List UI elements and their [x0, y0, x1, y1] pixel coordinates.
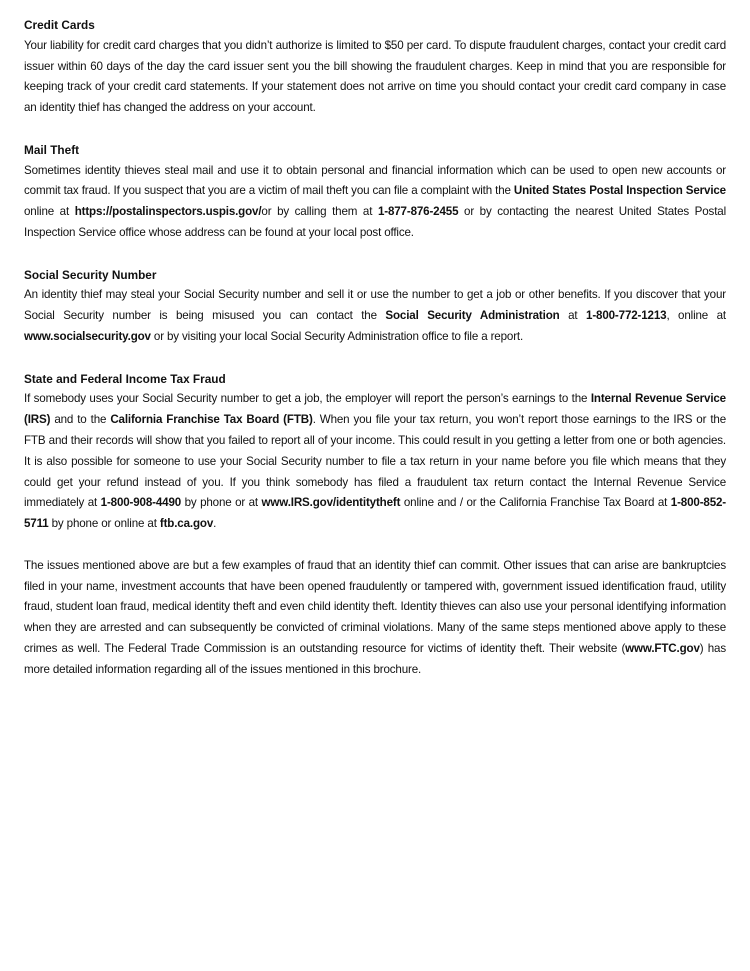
section-heading: Social Security Number [24, 267, 157, 282]
website-url: www.socialsecurity.gov [24, 329, 151, 343]
text-run: at [559, 309, 587, 323]
text-run: Your liability for credit card charges that you didn’t authorize is limited to $50 per card. To dispute fraudulent charges, contact your credit card issuer within 60 days of the day the card issuer sent you the bill showing the fraudulent charges. Keep in mind that you are responsible for keeping track of your credit card statements. If your statement does not arrive on time you should contact your credit card company in case an identity thief has changed the address on your account. [24, 38, 726, 115]
section-heading: Mail Theft [24, 142, 80, 157]
text-run: online and / or the California Franchise Tax Board at [400, 496, 671, 510]
phone-number: 1-877-876-2455 [377, 205, 459, 219]
text-run: or by visiting your local Social Security Administration office to file a report. [150, 329, 524, 343]
website-url: https://postalinspectors.uspis.gov/ [74, 205, 262, 219]
text-run: An identity thief may steal your Social Security number and sell it or use the number to get a job or other benefits. If you discover that your Social Security number is being misused you can contact the [24, 288, 726, 323]
text-run: by phone or at [181, 496, 262, 510]
text-run: , online at [666, 309, 727, 323]
section-body [24, 161, 726, 244]
section-income-tax-fraud [24, 369, 726, 535]
section-heading: Credit Cards [24, 18, 95, 32]
text-run: online at [24, 205, 75, 219]
text-run: or by contacting the nearest United States Postal Inspection Service office whose address can be found at your local post office. [24, 205, 726, 239]
section-credit-cards [24, 15, 726, 119]
section-body [24, 285, 726, 347]
brochure-page [24, 15, 726, 701]
phone-number: 1-800-908-4490 [100, 496, 182, 510]
agency-name: United States Postal Inspection Service [513, 184, 726, 198]
agency-name: Social Security Administration [385, 309, 560, 323]
section-body [24, 556, 726, 681]
phone-number: 1-800-772-1213 [586, 309, 667, 323]
text-run: ) has more detailed information regarding all of the issues mentioned in this brochure. [24, 641, 726, 676]
section-body [24, 389, 726, 535]
text-run: . [213, 517, 217, 531]
section-heading: State and Federal Income Tax Fraud [24, 371, 226, 386]
section-social-security-number [24, 265, 726, 348]
text-run: The issues mentioned above are but a few examples of fraud that an identity thief can commit. Other issues that can arise are bankruptcies filed in your name, investment accounts that have been opened fraudulently or tampered with, government issued identification fraud, utility fraud, student loan fraud, medical identity theft and even child identity theft. Identity thieves can also use your personal identifying information when they are arrested and can subsequently be convicted of criminal violations. Many of the same steps mentioned above apply to these crimes as well. The Federal Trade Commission is an outstanding resource for victims of identity theft. Their website ( [24, 558, 726, 655]
agency-name: California Franchise Tax Board (FTB) [110, 413, 313, 427]
text-run: If somebody uses your Social Security number to get a job, the employer will report the person’s earnings to the [24, 392, 591, 406]
section-mail-theft [24, 140, 726, 244]
agency-name: Internal Revenue Service (IRS) [24, 392, 726, 427]
text-run: or by calling them at [261, 205, 378, 219]
text-run: and to the [50, 413, 111, 427]
website-url: ftb.ca.gov [159, 517, 214, 531]
section-closing-summary [24, 556, 726, 681]
text-run: Sometimes identity thieves steal mail and use it to obtain personal and financial information which can be used to open new accounts or commit tax fraud. If you suspect that you are a victim of mail theft you can file a complaint with the [24, 163, 726, 198]
phone-number: 1-800-852-5711 [24, 496, 727, 531]
text-run: by phone or online at [48, 517, 160, 531]
website-url: www.FTC.gov [625, 641, 700, 655]
text-run: . When you file your tax return, you won’t report those earnings to the IRS or the FTB and their records will show that you failed to report all of your income. This could result in you getting a letter from one or both agencies. It is also possible for someone to use your Social Security number to file a tax return in your name before you file which means that they could get your refund instead of you. If you think somebody has filed a fraudulent tax return contact the Internal Revenue Service immediately at [24, 413, 726, 510]
website-url: www.IRS.gov/identitytheft [261, 496, 401, 510]
section-body [24, 36, 726, 119]
